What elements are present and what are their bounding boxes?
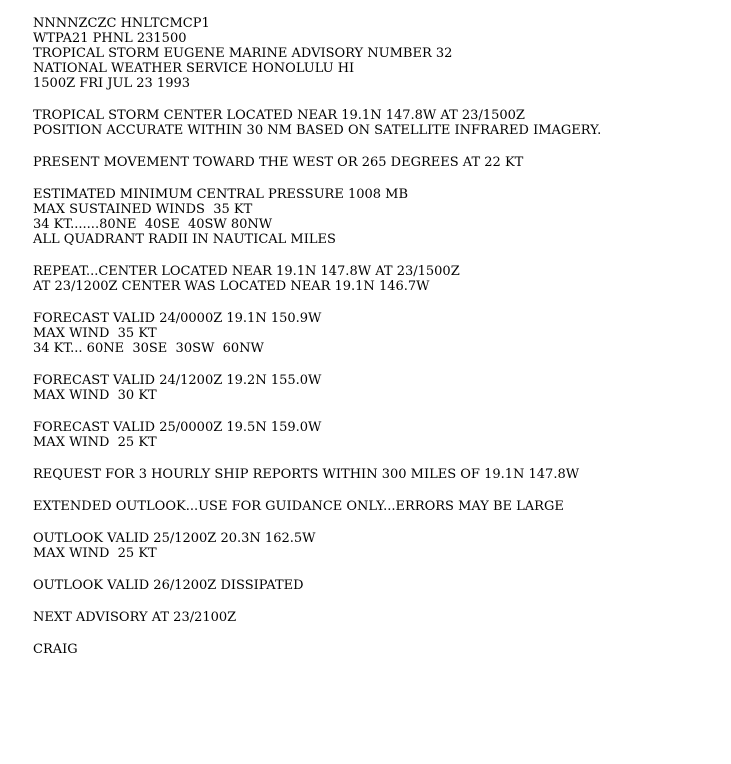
next-advisory-line: NEXT ADVISORY AT 23/2100Z <box>33 610 237 625</box>
movement-block <box>33 155 723 170</box>
header-line: NNNNZCZC HNLTCMCP1 <box>33 16 210 31</box>
outlook-block <box>33 531 723 561</box>
forecast-line: MAX WIND 35 KT <box>33 326 157 341</box>
movement-line: PRESENT MOVEMENT TOWARD THE WEST OR 265 DEGREES AT 22 KT <box>33 155 524 170</box>
advisory-title: TROPICAL STORM EUGENE MARINE ADVISORY NUMBER 32 <box>33 46 453 61</box>
request-block <box>33 467 723 482</box>
intensity-line: ESTIMATED MINIMUM CENTRAL PRESSURE 1008 MB <box>33 187 409 202</box>
position-line: POSITION ACCURATE WITHIN 30 NM BASED ON SATELLITE INFRARED IMAGERY. <box>33 123 602 138</box>
intensity-line: ALL QUADRANT RADII IN NAUTICAL MILES <box>33 232 336 247</box>
header-block <box>33 16 723 91</box>
forecast-line: FORECAST VALID 24/1200Z 19.2N 155.0W <box>33 373 322 388</box>
forecast-block <box>33 311 723 356</box>
repeat-block <box>33 264 723 294</box>
extended-outlook-line: EXTENDED OUTLOOK...USE FOR GUIDANCE ONLY...ERRORS MAY BE LARGE <box>33 499 564 514</box>
forecast-line: MAX WIND 30 KT <box>33 388 157 403</box>
signature-block <box>33 642 723 657</box>
repeat-line: REPEAT...CENTER LOCATED NEAR 19.1N 147.8W AT 23/1500Z <box>33 264 460 279</box>
header-line: WTPA21 PHNL 231500 <box>33 31 187 46</box>
forecast-line: FORECAST VALID 24/0000Z 19.1N 150.9W <box>33 311 322 326</box>
issue-time: 1500Z FRI JUL 23 1993 <box>33 76 191 91</box>
forecast-block <box>33 420 723 450</box>
repeat-line: AT 23/1200Z CENTER WAS LOCATED NEAR 19.1N 146.7W <box>33 279 430 294</box>
forecast-line: FORECAST VALID 25/0000Z 19.5N 159.0W <box>33 420 322 435</box>
next-advisory-block <box>33 610 723 625</box>
outlook-line: OUTLOOK VALID 26/1200Z DISSIPATED <box>33 578 304 593</box>
position-block <box>33 108 723 138</box>
forecaster-signature: CRAIG <box>33 642 78 657</box>
extended-outlook-block <box>33 499 723 514</box>
intensity-line: MAX SUSTAINED WINDS 35 KT <box>33 202 253 217</box>
position-line: TROPICAL STORM CENTER LOCATED NEAR 19.1N 147.8W AT 23/1500Z <box>33 108 525 123</box>
forecast-block <box>33 373 723 403</box>
marine-advisory-document <box>33 16 723 674</box>
outlook-line: MAX WIND 25 KT <box>33 546 157 561</box>
forecast-line: MAX WIND 25 KT <box>33 435 157 450</box>
intensity-block <box>33 187 723 247</box>
outlook-block <box>33 578 723 593</box>
forecast-line: 34 KT... 60NE 30SE 30SW 60NW <box>33 341 264 356</box>
issuing-office: NATIONAL WEATHER SERVICE HONOLULU HI <box>33 61 355 76</box>
intensity-line: 34 KT.......80NE 40SE 40SW 80NW <box>33 217 273 232</box>
outlook-line: OUTLOOK VALID 25/1200Z 20.3N 162.5W <box>33 531 316 546</box>
request-line: REQUEST FOR 3 HOURLY SHIP REPORTS WITHIN 300 MILES OF 19.1N 147.8W <box>33 467 580 482</box>
